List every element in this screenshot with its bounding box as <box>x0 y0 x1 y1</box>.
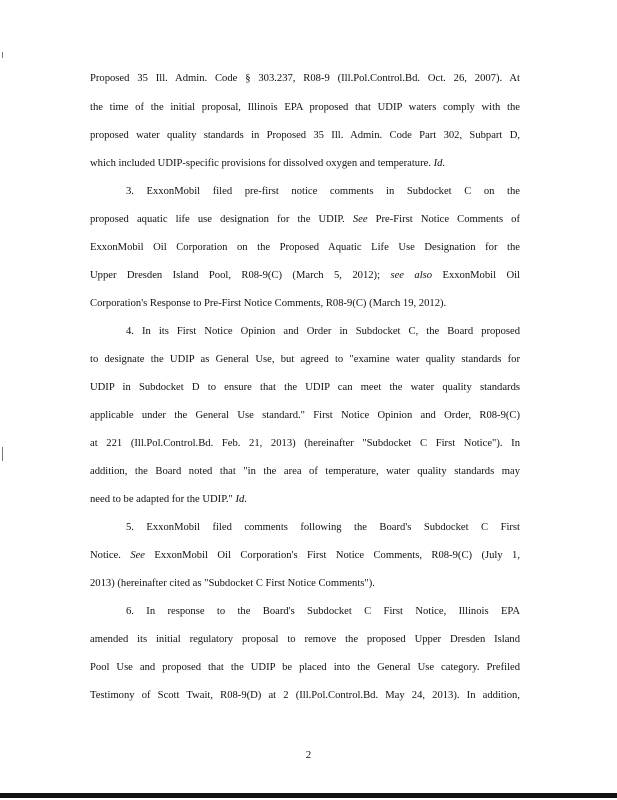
text-line: Corporation's Response to Pre-First Notice Comments, R08-9(C) (March 19, 2012). <box>90 298 447 309</box>
text-line: Pool Use and proposed that the UDIP be placed into the General Use category. Prefiled <box>90 662 520 673</box>
text-line: proposed water quality standards in Proposed 35 Ill. Admin. Code Part 302, Subpart D, <box>90 130 520 141</box>
scan-border <box>0 793 617 798</box>
paragraph-4-start: 4. In its First Notice Opinion and Order in Subdocket C, the Board proposed <box>126 326 520 337</box>
text-line: proposed aquatic life use designation for the UDIP. See Pre-First Notice Comments of <box>90 214 520 225</box>
scan-mark <box>2 447 3 461</box>
paragraph-3-start: 3. ExxonMobil filed pre-first notice comments in Subdocket C on the <box>126 186 520 197</box>
text-line: amended its initial regulatory proposal to remove the proposed Upper Dresden Island <box>90 634 520 645</box>
text-line: addition, the Board noted that "in the area of temperature, water quality standards may <box>90 466 520 477</box>
text-line: Notice. See ExxonMobil Oil Corporation's First Notice Comments, R08-9(C) (July 1, <box>90 550 520 561</box>
text-line: Testimony of Scott Twait, R08-9(D) at 2 (Ill.Pol.Control.Bd. May 24, 2013). In addition, <box>90 690 520 701</box>
text-line: which included UDIP-specific provisions for dissolved oxygen and temperature. Id. <box>90 158 446 169</box>
paragraph-5-start: 5. ExxonMobil filed comments following the Board's Subdocket C First <box>126 522 520 533</box>
text-line: Proposed 35 Ill. Admin. Code § 303.237, R08-9 (Ill.Pol.Control.Bd. Oct. 26, 2007). At <box>90 73 520 84</box>
text-line: need to be adapted for the UDIP." Id. <box>90 494 248 505</box>
text-line: at 221 (Ill.Pol.Control.Bd. Feb. 21, 2013) (hereinafter "Subdocket C First Notice"). In <box>90 438 520 449</box>
text-line: the time of the initial proposal, Illinois EPA proposed that UDIP waters comply with the <box>90 102 520 113</box>
text-line: to designate the UDIP as General Use, but agreed to "examine water quality standards for <box>90 354 520 365</box>
page-number: 2 <box>305 749 312 761</box>
text-line: applicable under the General Use standard." First Notice Opinion and Order, R08-9(C) <box>90 410 520 421</box>
text-line: Upper Dresden Island Pool, R08-9(C) (March 5, 2012); see also ExxonMobil Oil <box>90 270 520 281</box>
text-line: UDIP in Subdocket D to ensure that the UDIP can meet the water quality standards <box>90 382 520 393</box>
paragraph-6-start: 6. In response to the Board's Subdocket C First Notice, Illinois EPA <box>126 606 520 617</box>
scan-mark <box>2 52 3 58</box>
text-line: 2013) (hereinafter cited as "Subdocket C First Notice Comments"). <box>90 578 375 589</box>
text-line: ExxonMobil Oil Corporation on the Proposed Aquatic Life Use Designation for the <box>90 242 520 253</box>
